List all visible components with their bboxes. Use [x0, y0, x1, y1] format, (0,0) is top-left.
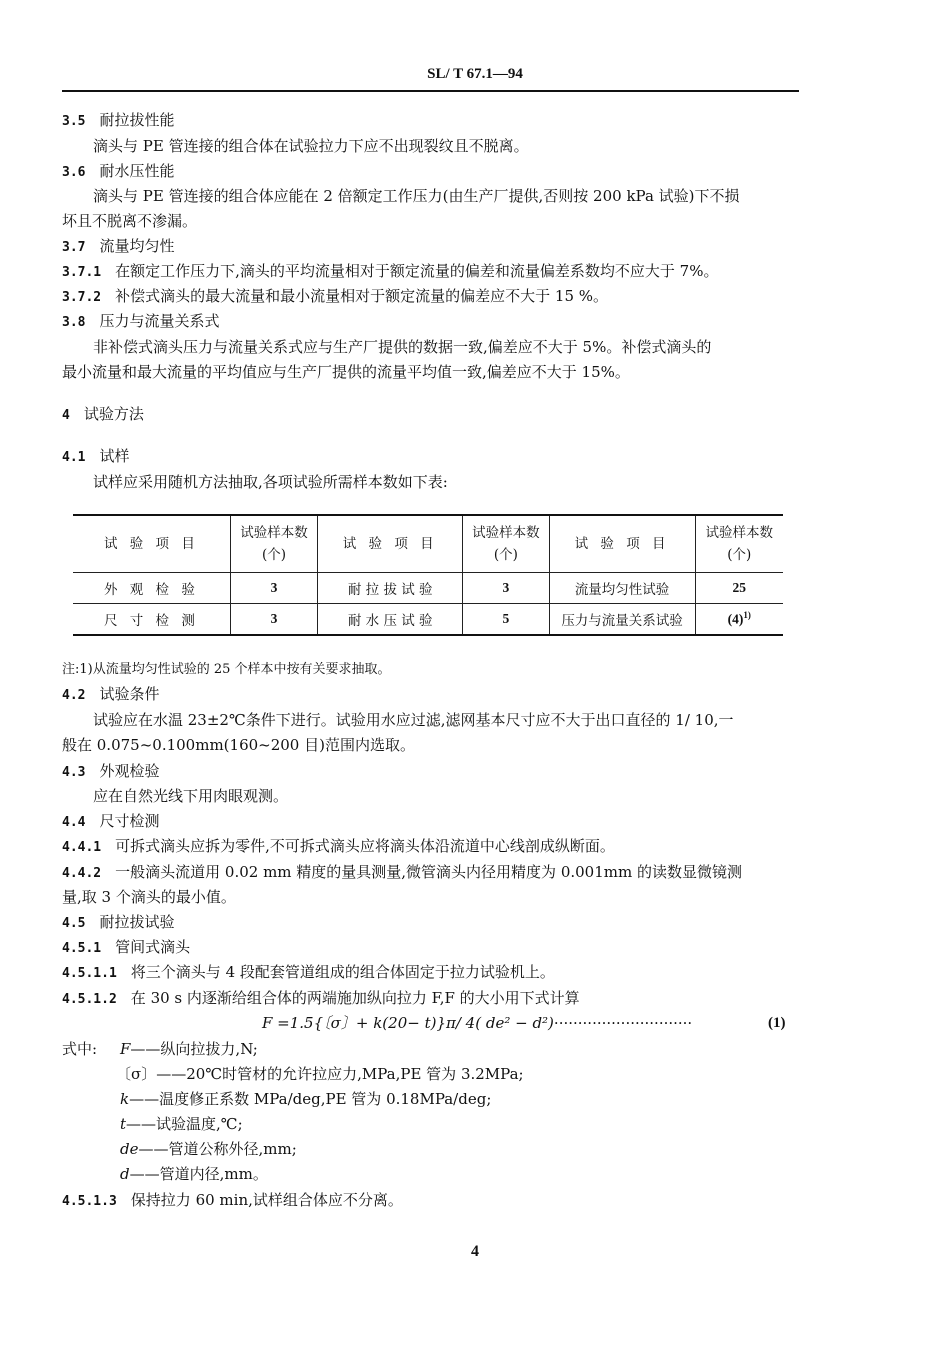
formula-1	[262, 1013, 692, 1033]
where-item-d: d——管道内径,mm。	[120, 1165, 268, 1183]
where-item-sigma: 〔σ〕——20℃时管材的允许拉应力,MPa,PE 管为 3.2MPa;	[116, 1065, 524, 1083]
section-title: 试验条件	[99, 685, 160, 703]
table-cell: 外 观 检 验	[73, 573, 230, 604]
section-4-1-heading	[62, 446, 130, 468]
section-number: 4.4	[62, 815, 86, 830]
section-4-1-body: 试样应采用随机方法抽取,各项试验所需样本数如下表:	[93, 473, 448, 491]
section-3-8-heading	[62, 311, 220, 333]
section-3-8-body-line2: 最小流量和最大流量的平均值应与生产厂提供的流量平均值一致,偏差应不大于 15%。	[62, 363, 630, 381]
formula-text: F =1.5{〔σ〕+ k(20− t)}π/ 4( de² − d²)	[262, 1014, 554, 1032]
section-number: 4.3	[62, 765, 86, 780]
section-title: 尺寸检测	[99, 812, 160, 830]
table-header-row	[73, 515, 783, 573]
table-cell: $(4)^{1)}$	[695, 604, 783, 636]
section-number: 4.5.1	[62, 941, 102, 956]
section-4-2-heading	[62, 684, 160, 706]
section-3-7-heading	[62, 236, 175, 258]
section-3-5-heading	[62, 110, 175, 132]
section-number: 4.4.1	[62, 840, 102, 855]
section-4-5-1-heading	[62, 937, 190, 959]
section-number: 4.5	[62, 916, 86, 931]
where-item-F: F——纵向拉拔力,N;	[120, 1040, 258, 1058]
section-4-4-2-line2: 量,取 3 个滴头的最小值。	[62, 888, 236, 906]
table-cell: 压力与流量关系试验	[549, 604, 695, 636]
section-4-5-1-1	[62, 962, 555, 984]
section-number: 4.2	[62, 688, 86, 703]
section-3-7-1	[62, 261, 718, 283]
document-header: SL/ T 67.1—94	[427, 66, 523, 82]
section-title: 外观检验	[99, 762, 160, 780]
section-4-2-body-line2: 般在 0.075~0.100mm(160~200 目)范围内选取。	[62, 736, 415, 754]
section-title: 流量均匀性	[99, 237, 175, 255]
section-title: 试样	[99, 447, 130, 465]
table-cell: 3	[230, 573, 317, 604]
table-cell: 3	[230, 604, 317, 636]
where-item-t: t——试验温度,℃;	[120, 1115, 243, 1133]
table-cell: 5	[463, 604, 549, 636]
section-4-4-1	[62, 836, 615, 858]
section-text: 一般滴头流道用 0.02 mm 精度的量具测量,微管滴头内径用精度为 0.001mm 的读数显微镜测	[115, 863, 742, 881]
section-title: 耐拉拔性能	[99, 111, 175, 129]
table-header-item: 试 验 项 目	[318, 515, 463, 573]
table-header-count: 试验样本数 (个)	[463, 515, 549, 573]
section-text: 可拆式滴头应拆为零件,不可拆式滴头应将滴头体沿流道中心线剖成纵断面。	[115, 837, 615, 855]
section-text: 在额定工作压力下,滴头的平均流量相对于额定流量的偏差和流量偏差系数均不应大于 7%。	[115, 262, 719, 280]
section-number: 3.6	[62, 165, 86, 180]
section-text: 补偿式滴头的最大流量和最小流量相对于额定流量的偏差应不大于 15 %。	[115, 287, 609, 305]
section-number: 4.5.1.2	[62, 992, 117, 1007]
section-number: 3.8	[62, 315, 86, 330]
sample-count-table	[73, 514, 783, 636]
formula-number: (1)	[768, 1015, 786, 1031]
section-number: 4.5.1.3	[62, 1194, 117, 1209]
table-header-item: 试 验 项 目	[73, 515, 230, 573]
table-cell: 3	[463, 573, 549, 604]
table-header-count: 试验样本数 (个)	[230, 515, 317, 573]
section-4-5-1-2	[62, 988, 580, 1010]
table-header-count: 试验样本数 (个)	[695, 515, 783, 573]
section-text: 在 30 s 内逐渐给组合体的两端施加纵向拉力 F,F 的大小用下式计算	[130, 989, 580, 1007]
section-number: 3.7	[62, 240, 86, 255]
section-text: 保持拉力 60 min,试样组合体应不分离。	[130, 1191, 403, 1209]
section-number: 4	[62, 408, 70, 423]
section-3-8-body-line1: 非补偿式滴头压力与流量关系式应与生产厂提供的数据一致,偏差应不大于 5%。补偿式滴头的	[93, 338, 712, 356]
section-title: 耐拉拔试验	[99, 913, 175, 931]
section-number: 4.5.1.1	[62, 966, 117, 981]
table-cell: 流量均匀性试验	[549, 573, 695, 604]
section-number: 3.7.2	[62, 290, 102, 305]
section-number: 4.4.2	[62, 866, 102, 881]
where-label: 式中:	[62, 1040, 98, 1058]
section-title: 压力与流量关系式	[99, 312, 220, 330]
section-number: 3.5	[62, 114, 86, 129]
section-4-3-heading	[62, 761, 160, 783]
page-number: 4	[471, 1243, 479, 1260]
table-cell: 25	[695, 573, 783, 604]
table-row	[73, 604, 783, 636]
formula-leader-dots: ·····························	[553, 1014, 693, 1032]
section-number: 3.7.1	[62, 265, 102, 280]
table-row	[73, 573, 783, 604]
where-item-k: k——温度修正系数 MPa/deg,PE 管为 0.18MPa/deg;	[120, 1090, 492, 1108]
section-title: 试验方法	[83, 405, 144, 423]
table-header-item: 试 验 项 目	[549, 515, 695, 573]
section-3-6-body-line1: 滴头与 PE 管连接的组合体应能在 2 倍额定工作压力(由生产厂提供,否则按 200 kPa 试验)下不损	[93, 187, 740, 205]
section-4-3-body: 应在自然光线下用肉眼观测。	[93, 787, 289, 805]
section-4-4-2-line1	[62, 862, 742, 884]
section-4-2-body-line1: 试验应在水温 23±2℃条件下进行。试验用水应过滤,滤网基本尺寸应不大于出口直径的 1/ 10,一	[93, 711, 734, 729]
section-title: 管间式滴头	[115, 938, 191, 956]
table-footnote: 注:1)从流量均匀性试验的 25 个样本中按有关要求抽取。	[62, 662, 391, 677]
section-number: 4.1	[62, 450, 86, 465]
table-cell: 耐 水 压 试 验	[318, 604, 463, 636]
section-4-4-heading	[62, 811, 160, 833]
table-cell: 耐 拉 拔 试 验	[318, 573, 463, 604]
header-rule	[62, 90, 799, 92]
section-3-6-body-line2: 坏且不脱离不渗漏。	[62, 212, 198, 230]
section-3-7-2	[62, 286, 608, 308]
section-title: 耐水压性能	[99, 162, 175, 180]
section-3-5-body: 滴头与 PE 管连接的组合体在试验拉力下应不出现裂纹且不脱离。	[93, 137, 529, 155]
where-item-de: de——管道公称外径,mm;	[120, 1140, 297, 1158]
chapter-4-heading	[62, 404, 144, 426]
table-cell: 尺 寸 检 测	[103, 613, 199, 629]
section-text: 将三个滴头与 4 段配套管道组成的组合体固定于拉力试验机上。	[130, 963, 555, 981]
section-4-5-heading	[62, 912, 175, 934]
section-3-6-heading	[62, 161, 175, 183]
section-4-5-1-3	[62, 1190, 403, 1212]
